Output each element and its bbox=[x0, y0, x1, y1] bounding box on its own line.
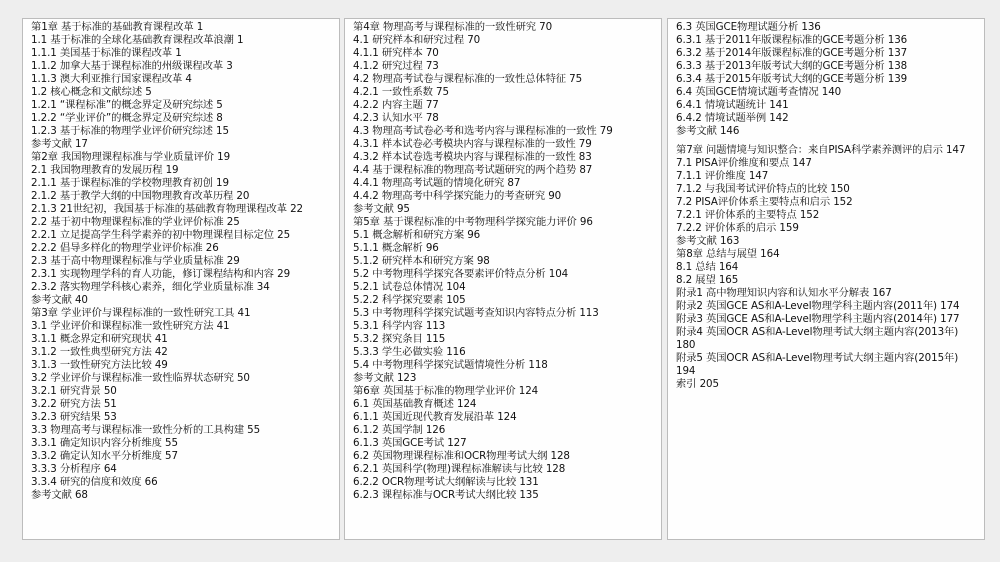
toc-entry: 参考文献 123 bbox=[353, 372, 417, 384]
toc-entry: 3.1.3 一致性研究方法比较 49 bbox=[31, 359, 168, 371]
toc-entry: 1.2 核心概念和文献综述 5 bbox=[31, 86, 152, 98]
toc-entry: 4.2 物理高考试卷与课程标准的一致性总体特征 75 bbox=[353, 73, 583, 85]
toc-entry: 6.1.2 英国学制 126 bbox=[353, 424, 446, 436]
toc-entry: 5.3.3 学生必做实验 116 bbox=[353, 346, 466, 358]
toc-entry: 4.3 物理高考试卷必考和选考内容与课程标准的一致性 79 bbox=[353, 125, 613, 137]
toc-entry: 附录2 英国GCE AS和A-Level物理学科主题内容(2011年) 174 bbox=[676, 300, 960, 312]
toc-entry: 6.3 英国GCE物理试题分析 136 bbox=[676, 21, 821, 33]
toc-entry: 7.1 PISA评价维度和要点 147 bbox=[676, 157, 812, 169]
toc-entry: 1.1 基于标准的全球化基础教育课程改革浪潮 1 bbox=[31, 34, 244, 46]
toc-entry: 2.2.1 立足提高学生科学素养的初中物理课程目标定位 25 bbox=[31, 229, 291, 241]
toc-entry: 参考文献 40 bbox=[31, 294, 88, 306]
toc-entry: 6.4 英国GCE情境试题考查情况 140 bbox=[676, 86, 842, 98]
toc-entry: 第8章 总结与展望 164 bbox=[676, 248, 780, 260]
toc-entry: 4.4 基于课程标准的物理高考试题研究的两个趋势 87 bbox=[353, 164, 593, 176]
toc-entry: 6.3.2 基于2014年版课程标准的GCE考题分析 137 bbox=[676, 47, 908, 59]
toc-entry: 6.2.1 英国科学(物理)课程标准解读与比较 128 bbox=[353, 463, 566, 475]
toc-entry: 2.1.1 基于课程标准的学校物理教育初创 19 bbox=[31, 177, 229, 189]
toc-entry: 1.2.2 “学业评价”的概念界定及研究综述 8 bbox=[31, 112, 223, 124]
toc-entry: 参考文献 146 bbox=[676, 125, 740, 137]
toc-entry: 4.4.2 物理高考中科学探究能力的考查研究 90 bbox=[353, 190, 562, 202]
toc-entry: 5.2.2 科学探究要素 105 bbox=[353, 294, 466, 306]
toc-entry: 2.3.2 落实物理学科核心素养，细化学业质量标准 34 bbox=[31, 281, 270, 293]
toc-entry: 3.1.1 概念界定和研究现状 41 bbox=[31, 333, 168, 345]
toc-entry: 5.2.1 试卷总体情况 104 bbox=[353, 281, 466, 293]
toc-entry: 1.1.3 澳大利亚推行国家课程改革 4 bbox=[31, 73, 192, 85]
toc-column-3 bbox=[667, 18, 985, 540]
toc-entry: 7.1.1 评价维度 147 bbox=[676, 170, 769, 182]
toc-column-1 bbox=[22, 18, 340, 540]
toc-entry: 5.1.1 概念解析 96 bbox=[353, 242, 439, 254]
toc-entry: 4.1.1 研究样本 70 bbox=[353, 47, 439, 59]
toc-entry: 3.3.4 研究的信度和效度 66 bbox=[31, 476, 158, 488]
toc-entry: 第1章 基于标准的基础教育课程改革 1 bbox=[31, 21, 204, 33]
toc-entry: 7.1.2 与我国考试评价特点的比较 150 bbox=[676, 183, 850, 195]
toc-entry: 7.2.1 评价体系的主要特点 152 bbox=[676, 209, 820, 221]
toc-entry: 2.2.2 倡导多样化的物理学业评价标准 26 bbox=[31, 242, 219, 254]
toc-entry: 5.3 中考物理科学探究试题考查知识内容特点分析 113 bbox=[353, 307, 599, 319]
toc-entry: 索引 205 bbox=[676, 378, 719, 390]
toc-entry: 2.1.3 21世纪初，我国基于标准的基础教育物理课程改革 22 bbox=[31, 203, 303, 215]
toc-entry: 3.3.1 确定知识内容分析维度 55 bbox=[31, 437, 178, 449]
toc-entry: 1.1.1 美国基于标准的课程改革 1 bbox=[31, 47, 182, 59]
toc-entry: 4.3.1 样本试卷必考模块内容与课程标准的一致性 79 bbox=[353, 138, 592, 150]
toc-entry: 3.2.3 研究结果 53 bbox=[31, 411, 117, 423]
toc-entry: 2.1.2 基于教学大纲的中国物理教育改革历程 20 bbox=[31, 190, 250, 202]
toc-entry: 第2章 我国物理课程标准与学业质量评价 19 bbox=[31, 151, 231, 163]
toc-entry: 6.2 英国物理课程标准和OCR物理考试大纲 128 bbox=[353, 450, 570, 462]
toc-entry: 7.2 PISA评价体系主要特点和启示 152 bbox=[676, 196, 853, 208]
toc-entry: 8.1 总结 164 bbox=[676, 261, 739, 273]
toc-entry: 4.2.2 内容主题 77 bbox=[353, 99, 439, 111]
toc-entry: 5.3.2 探究条目 115 bbox=[353, 333, 446, 345]
toc-entry: 附录5 英国OCR AS和A-Level物理考试大纲主题内容(2015年) 194 bbox=[676, 352, 959, 377]
toc-entry: 4.2.1 一致性系数 75 bbox=[353, 86, 449, 98]
toc-entry: 3.3 物理高考与课程标准一致性分析的工具构建 55 bbox=[31, 424, 261, 436]
toc-entry: 2.3 基于高中物理课程标准与学业质量标准 29 bbox=[31, 255, 240, 267]
toc-entry: 5.2 中考物理科学探究各要素评价特点分析 104 bbox=[353, 268, 569, 280]
toc-entry: 6.1.1 英国近现代教育发展沿革 124 bbox=[353, 411, 517, 423]
toc-entry: 3.2.2 研究方法 51 bbox=[31, 398, 117, 410]
toc-entry: 6.3.1 基于2011年版课程标准的GCE考题分析 136 bbox=[676, 34, 908, 46]
toc-entry: 5.4 中考物理科学探究试题情境性分析 118 bbox=[353, 359, 548, 371]
toc-entry: 3.1 学业评价和课程标准一致性研究方法 41 bbox=[31, 320, 230, 332]
toc-entry: 3.2.1 研究背景 50 bbox=[31, 385, 117, 397]
toc-entry: 4.4.1 物理高考试题的情境化研究 87 bbox=[353, 177, 521, 189]
toc-entry: 6.4.2 情境试题举例 142 bbox=[676, 112, 789, 124]
toc-entry: 6.3.4 基于2015年版考试大纲的GCE考题分析 139 bbox=[676, 73, 908, 85]
toc-entry: 参考文献 17 bbox=[31, 138, 88, 150]
toc-entry: 6.2.2 OCR物理考试大纲解读与比较 131 bbox=[353, 476, 539, 488]
toc-entry: 附录1 高中物理知识内容和认知水平分解表 167 bbox=[676, 287, 892, 299]
toc-entry: 4.2.3 认知水平 78 bbox=[353, 112, 439, 124]
toc-entry: 3.3.2 确定认知水平分析维度 57 bbox=[31, 450, 178, 462]
toc-entry: 6.1 英国基础教育概述 124 bbox=[353, 398, 477, 410]
toc-entry: 1.2.1 “课程标准”的概念界定及研究综述 5 bbox=[31, 99, 223, 111]
toc-entry: 2.2 基于初中物理课程标准的学业评价标准 25 bbox=[31, 216, 240, 228]
toc-entry: 5.1 概念解析和研究方案 96 bbox=[353, 229, 481, 241]
toc-entry: 5.3.1 科学内容 113 bbox=[353, 320, 446, 332]
toc-entry: 5.1.2 研究样本和研究方案 98 bbox=[353, 255, 490, 267]
toc-entry: 6.2.3 课程标准与OCR考试大纲比较 135 bbox=[353, 489, 539, 501]
toc-entry: 附录3 英国GCE AS和A-Level物理学科主题内容(2014年) 177 bbox=[676, 313, 960, 325]
toc-entry: 4.1 研究样本和研究过程 70 bbox=[353, 34, 481, 46]
toc-entry: 6.1.3 英国GCE考试 127 bbox=[353, 437, 467, 449]
toc-entry: 6.3.3 基于2013年版考试大纲的GCE考题分析 138 bbox=[676, 60, 908, 72]
toc-entry: 第4章 物理高考与课程标准的一致性研究 70 bbox=[353, 21, 553, 33]
toc-entry: 附录4 英国OCR AS和A-Level物理考试大纲主题内容(2013年) 180 bbox=[676, 326, 959, 351]
toc-entry: 2.3.1 实现物理学科的育人功能，修订课程结构和内容 29 bbox=[31, 268, 291, 280]
toc-entry: 3.2 学业评价与课程标准一致性临界状态研究 50 bbox=[31, 372, 250, 384]
toc-entry: 8.2 展望 165 bbox=[676, 274, 739, 286]
toc-entry: 1.2.3 基于标准的物理学业评价研究综述 15 bbox=[31, 125, 229, 137]
toc-entry: 参考文献 95 bbox=[353, 203, 410, 215]
toc-entry: 参考文献 163 bbox=[676, 235, 740, 247]
toc-entry: 第7章 问题情境与知识整合：来自PISA科学素养测评的启示 147 bbox=[676, 144, 966, 156]
toc-entry: 6.4.1 情境试题统计 141 bbox=[676, 99, 789, 111]
toc-entry: 4.3.2 样本试卷选考模块内容与课程标准的一致性 83 bbox=[353, 151, 592, 163]
toc-entry: 3.3.3 分析程序 64 bbox=[31, 463, 117, 475]
toc-entry: 参考文献 68 bbox=[31, 489, 88, 501]
toc-entry: 2.1 我国物理教育的发展历程 19 bbox=[31, 164, 179, 176]
toc-entry: 7.2.2 评价体系的启示 159 bbox=[676, 222, 799, 234]
toc-column-2 bbox=[344, 18, 662, 540]
toc-entry: 第3章 学业评价与课程标准的一致性研究工具 41 bbox=[31, 307, 251, 319]
toc-entry: 第5章 基于课程标准的中考物理科学探究能力评价 96 bbox=[353, 216, 593, 228]
toc-entry: 4.1.2 研究过程 73 bbox=[353, 60, 439, 72]
toc-entry: 3.1.2 一致性典型研究方法 42 bbox=[31, 346, 168, 358]
toc-entry: 第6章 英国基于标准的物理学业评价 124 bbox=[353, 385, 539, 397]
toc-entry: 1.1.2 加拿大基于课程标准的州级课程改革 3 bbox=[31, 60, 233, 72]
